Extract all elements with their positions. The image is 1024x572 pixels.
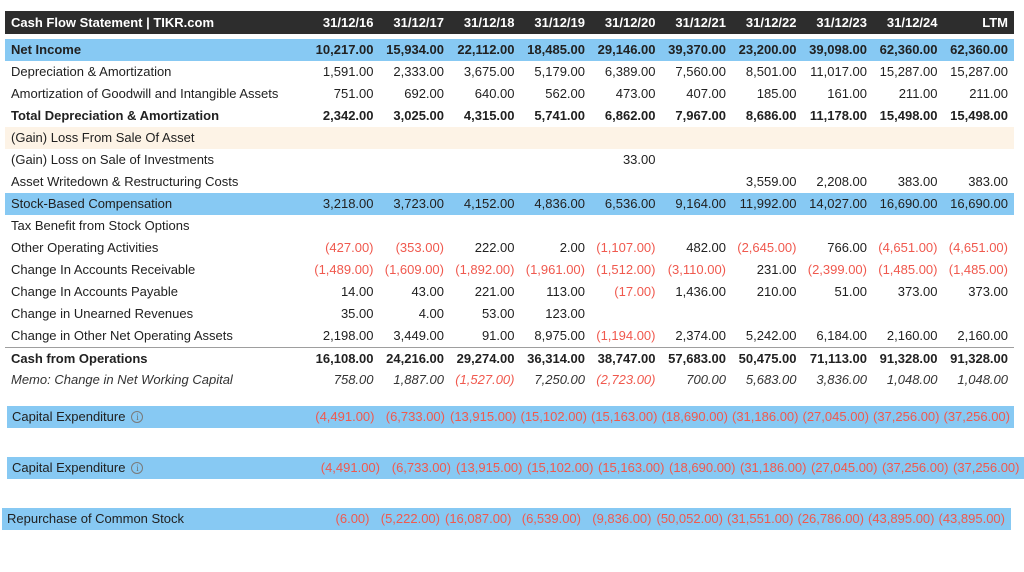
row-label: Change In Accounts Receivable [11, 262, 196, 277]
cell-value [662, 127, 733, 149]
cell-value: 383.00 [968, 174, 1008, 189]
cell-value: 766.00 [827, 240, 867, 255]
table-row[interactable] [5, 303, 1014, 325]
cell-value: 6,184.00 [816, 328, 867, 343]
info-icon[interactable]: i [131, 462, 143, 474]
table-row[interactable] [5, 39, 1014, 61]
cell-value: 692.00 [404, 86, 444, 101]
capex-bar-1[interactable] [7, 406, 1014, 428]
cell-value: 123.00 [545, 306, 585, 321]
column-header: 31/12/21 [675, 15, 726, 30]
row-label: Amortization of Goodwill and Intangible Assets [11, 86, 279, 101]
cell-value [803, 215, 874, 237]
bar-label: Repurchase of Common Stock [7, 511, 185, 526]
row-label: Change in Other Net Operating Assets [11, 328, 233, 343]
cell-value: (31,186.00) [740, 460, 807, 475]
cell-value: (427.00) [325, 240, 374, 255]
cell-value [873, 149, 944, 171]
cell-value: (3,110.00) [667, 262, 726, 277]
cell-value: 5,741.00 [534, 108, 585, 123]
table-row[interactable] [5, 215, 1014, 237]
cell-value: 16,690.00 [879, 196, 938, 211]
cell-value: 91,328.00 [879, 351, 938, 366]
cell-value: (1,107.00) [596, 240, 656, 255]
table-row[interactable] [5, 105, 1014, 127]
cell-value: (1,512.00) [596, 262, 656, 277]
cell-value [803, 149, 874, 171]
cell-value [732, 149, 803, 171]
cell-value: (4,491.00) [320, 460, 380, 475]
cell-value: 2,333.00 [393, 64, 444, 79]
cell-value: 2.00 [559, 240, 585, 255]
info-icon[interactable]: i [131, 411, 143, 423]
table-row[interactable] [5, 83, 1014, 105]
cell-value [732, 303, 803, 325]
cell-value: 15,498.00 [950, 108, 1008, 123]
cell-value: (2,645.00) [737, 240, 797, 255]
cell-value: 7,250.00 [534, 372, 585, 387]
row-label: Change in Unearned Revenues [11, 306, 194, 321]
cell-value: (4,651.00) [948, 240, 1008, 255]
cell-value: (353.00) [395, 240, 444, 255]
cell-value: 640.00 [474, 86, 515, 101]
row-label: Change In Accounts Payable [11, 284, 178, 299]
cell-value [591, 303, 662, 325]
cell-value: 5,242.00 [745, 328, 797, 343]
cell-value: (37,256.00) [882, 460, 949, 475]
table-row[interactable] [5, 369, 1014, 391]
column-header: 31/12/23 [816, 15, 867, 30]
cell-value: 5,683.00 [745, 372, 797, 387]
column-header: 31/12/22 [745, 15, 797, 30]
cell-value: 91,328.00 [950, 351, 1008, 366]
cell-value [803, 303, 874, 325]
cell-value: 113.00 [546, 284, 585, 299]
cell-value: (31,186.00) [732, 409, 799, 424]
cell-value: 3,449.00 [393, 328, 444, 343]
cell-value [309, 127, 380, 149]
cell-value: 3,559.00 [745, 174, 797, 189]
cell-value: (2,399.00) [807, 262, 867, 277]
cell-value: 8,975.00 [534, 328, 585, 343]
table-row[interactable] [5, 237, 1014, 259]
cell-value: (9,836.00) [592, 511, 652, 526]
cell-value: 211.00 [969, 86, 1008, 101]
cell-value: 14,027.00 [809, 196, 867, 211]
cell-value: 15,498.00 [879, 108, 938, 123]
cell-value: 161.00 [827, 86, 867, 101]
cell-value: (18,690.00) [661, 409, 728, 424]
cell-value: (13,915.00) [456, 460, 523, 475]
cell-value [380, 127, 451, 149]
table-row[interactable] [5, 259, 1014, 281]
table-row[interactable] [5, 347, 1014, 369]
cell-value: 482.00 [686, 240, 726, 255]
cell-value: 3,025.00 [393, 108, 444, 123]
cell-value: 3,675.00 [463, 64, 515, 79]
cell-value: 5,179.00 [534, 64, 585, 79]
cell-value: 36,314.00 [527, 351, 585, 366]
column-header: 31/12/19 [534, 15, 585, 30]
cell-value: 7,967.00 [675, 108, 726, 123]
cell-value [309, 171, 380, 193]
column-header: 31/12/24 [886, 15, 938, 30]
cell-value [380, 215, 451, 237]
cell-value: 473.00 [615, 86, 656, 101]
cell-value: 383.00 [897, 174, 938, 189]
cell-value: 15,934.00 [386, 42, 444, 57]
cell-value: (4,651.00) [878, 240, 938, 255]
cell-value: 62,360.00 [879, 42, 938, 57]
row-label: Other Operating Activities [11, 240, 159, 255]
cell-value: (1,892.00) [455, 262, 515, 277]
cell-value: 15,287.00 [879, 64, 938, 79]
cell-value [732, 127, 803, 149]
row-label: (Gain) Loss on Sale of Investments [11, 152, 215, 167]
table-row[interactable] [5, 149, 1014, 171]
cell-value: 1,048.00 [957, 372, 1008, 387]
cell-value: 758.00 [333, 372, 374, 387]
cell-value: 700.00 [686, 372, 726, 387]
cell-value: 1,887.00 [393, 372, 444, 387]
cell-value: 562.00 [545, 86, 585, 101]
column-header: 31/12/17 [393, 15, 444, 30]
cell-value: 4,315.00 [463, 108, 515, 123]
row-label: Depreciation & Amortization [11, 64, 172, 79]
cell-value [450, 149, 521, 171]
cell-value [380, 171, 451, 193]
column-header: 31/12/18 [463, 15, 515, 30]
cell-value: 231.00 [756, 262, 797, 277]
cell-value: 16,108.00 [315, 351, 374, 366]
cell-value: 57,683.00 [668, 351, 726, 366]
cell-value: (2,723.00) [596, 372, 656, 387]
cell-value: 4,152.00 [463, 196, 515, 211]
cell-value: (37,256.00) [873, 409, 940, 424]
cell-value [591, 127, 662, 149]
repurchase-bar[interactable] [2, 508, 1011, 530]
cell-value: (15,102.00) [520, 409, 587, 424]
cell-value: 8,686.00 [745, 108, 797, 123]
cell-value: 3,836.00 [816, 372, 867, 387]
cell-value [309, 149, 380, 171]
cell-value: 11,178.00 [809, 108, 867, 123]
row-label: Tax Benefit from Stock Options [11, 218, 190, 233]
cell-value: (37,256.00) [943, 409, 1010, 424]
bar-label: Capital Expenditure i [7, 457, 314, 479]
cell-value [873, 215, 944, 237]
cell-value [873, 303, 944, 325]
cell-value: 24,216.00 [386, 351, 444, 366]
cell-value: 33.00 [622, 152, 656, 167]
cell-value [662, 171, 733, 193]
cell-value [944, 127, 1015, 149]
capex-bar-2[interactable] [7, 457, 1024, 479]
cell-value: 23,200.00 [738, 42, 797, 57]
cell-value: 11,992.00 [739, 196, 797, 211]
cell-value: 10,217.00 [315, 42, 374, 57]
cell-value: 16,690.00 [950, 196, 1008, 211]
table-header-bar [5, 11, 1014, 34]
cell-value: (50,052.00) [656, 511, 723, 526]
cell-value: 50,475.00 [738, 351, 797, 366]
cell-value: 91.00 [481, 328, 515, 343]
cell-value: (26,786.00) [797, 511, 864, 526]
cell-value: 1,048.00 [886, 372, 938, 387]
table-row[interactable] [5, 193, 1014, 215]
cell-value: 1,591.00 [322, 64, 374, 79]
cell-value: 39,098.00 [809, 42, 867, 57]
cell-value [732, 215, 803, 237]
cell-value: (37,256.00) [953, 460, 1020, 475]
cell-value: 1,436.00 [675, 284, 726, 299]
cell-value: 4,836.00 [534, 196, 585, 211]
column-header: 31/12/16 [322, 15, 374, 30]
cell-value: 7,560.00 [675, 64, 726, 79]
cell-value: (16,087.00) [445, 511, 512, 526]
cell-value: (4,491.00) [315, 409, 375, 424]
cell-value: 53.00 [481, 306, 515, 321]
row-label: Memo: Change in Net Working Capital [11, 372, 233, 387]
cell-value: 210.00 [756, 284, 797, 299]
cash-flow-statement-page [0, 11, 1024, 572]
cell-value: 407.00 [686, 86, 726, 101]
cell-value: (1,609.00) [384, 262, 444, 277]
cell-value [521, 149, 592, 171]
cell-value: 3,218.00 [322, 196, 374, 211]
cell-value: 29,274.00 [456, 351, 515, 366]
cell-value [591, 171, 662, 193]
cell-value: (15,163.00) [598, 460, 665, 475]
cell-value: 2,208.00 [816, 174, 867, 189]
row-label: (Gain) Loss From Sale Of Asset [11, 130, 195, 145]
column-header: 31/12/20 [604, 15, 656, 30]
table-row[interactable] [5, 281, 1014, 303]
cell-value: 373.00 [968, 284, 1008, 299]
cell-value: (27,045.00) [811, 460, 878, 475]
cell-value [944, 215, 1015, 237]
cell-value: 18,485.00 [527, 42, 585, 57]
row-label: Stock-Based Compensation [11, 196, 173, 211]
cell-value: (1,961.00) [525, 262, 585, 277]
cell-value [591, 215, 662, 237]
table-row[interactable] [5, 127, 1014, 149]
cell-value: 15,287.00 [950, 64, 1008, 79]
cell-value [450, 215, 521, 237]
cell-value: (6.00) [335, 511, 370, 526]
row-label: Net Income [11, 42, 82, 57]
cell-value: (43,895.00) [868, 511, 935, 526]
cell-value: 751.00 [333, 86, 374, 101]
cell-value: 14.00 [340, 284, 374, 299]
cell-value: (13,915.00) [450, 409, 517, 424]
cell-value [944, 303, 1015, 325]
cell-value: 11,017.00 [810, 64, 867, 79]
cell-value: (6,539.00) [521, 511, 581, 526]
cash-flow-table-body [5, 39, 1014, 391]
cell-value: (1,527.00) [455, 372, 515, 387]
cell-value: 39,370.00 [668, 42, 726, 57]
cell-value [944, 149, 1015, 171]
cell-value: 2,198.00 [322, 328, 374, 343]
cell-value: 4.00 [418, 306, 444, 321]
cell-value: 2,160.00 [957, 328, 1008, 343]
cash-flow-table [5, 11, 1014, 391]
cell-value: 2,374.00 [675, 328, 726, 343]
cell-value: (15,102.00) [527, 460, 594, 475]
row-label: Cash from Operations [11, 351, 148, 366]
cell-value [450, 127, 521, 149]
cell-value [380, 149, 451, 171]
cell-value: (43,895.00) [938, 511, 1005, 526]
cell-value: 222.00 [474, 240, 515, 255]
cell-value: 185.00 [756, 86, 797, 101]
cell-value: 43.00 [411, 284, 444, 299]
cell-value: 6,536.00 [604, 196, 656, 211]
cell-value: (15,163.00) [591, 409, 658, 424]
cell-value: (6,733.00) [385, 409, 445, 424]
cell-value: (1,485.00) [948, 262, 1008, 277]
cell-value: 9,164.00 [675, 196, 726, 211]
row-label: Asset Writedown & Restructuring Costs [11, 174, 239, 189]
cell-value [521, 127, 592, 149]
cell-value: (1,485.00) [878, 262, 938, 277]
cell-value [662, 149, 733, 171]
row-label: Total Depreciation & Amortization [11, 108, 220, 123]
cell-value: (31,551.00) [727, 511, 794, 526]
cell-value: (17.00) [614, 284, 656, 299]
cell-value: 71,113.00 [809, 351, 867, 366]
cell-value [450, 171, 521, 193]
cell-value: 38,747.00 [597, 351, 656, 366]
cell-value: 35.00 [340, 306, 374, 321]
cell-value: 2,160.00 [886, 328, 938, 343]
cell-value: (27,045.00) [802, 409, 869, 424]
table-row[interactable] [5, 325, 1014, 347]
cell-value: 211.00 [898, 86, 938, 101]
cell-value [662, 303, 733, 325]
cell-value: 6,862.00 [604, 108, 656, 123]
table-row[interactable] [5, 61, 1014, 83]
cell-value [521, 215, 592, 237]
cell-value [662, 215, 733, 237]
cell-value: 51.00 [834, 284, 867, 299]
cell-value: 22,112.00 [457, 42, 515, 57]
cell-value: (1,194.00) [596, 328, 656, 343]
cell-value: (1,489.00) [314, 262, 374, 277]
cell-value: 62,360.00 [950, 42, 1008, 57]
cell-value: (5,222.00) [380, 511, 440, 526]
cell-value: 6,389.00 [604, 64, 656, 79]
column-header: LTM [982, 15, 1008, 30]
table-row[interactable] [5, 171, 1014, 193]
cell-value [803, 127, 874, 149]
cell-value [309, 215, 380, 237]
cell-value: 373.00 [897, 284, 938, 299]
cell-value [521, 171, 592, 193]
cell-value: 29,146.00 [597, 42, 656, 57]
cell-value: 8,501.00 [745, 64, 797, 79]
cell-value: 3,723.00 [393, 196, 444, 211]
cell-value: (6,733.00) [391, 460, 451, 475]
cell-value [873, 127, 944, 149]
cell-value: 2,342.00 [322, 108, 374, 123]
bar-label: Capital Expenditure i [7, 406, 309, 428]
statement-title: Cash Flow Statement | TIKR.com [11, 15, 214, 30]
cell-value: (18,690.00) [669, 460, 736, 475]
cell-value: 221.00 [474, 284, 515, 299]
